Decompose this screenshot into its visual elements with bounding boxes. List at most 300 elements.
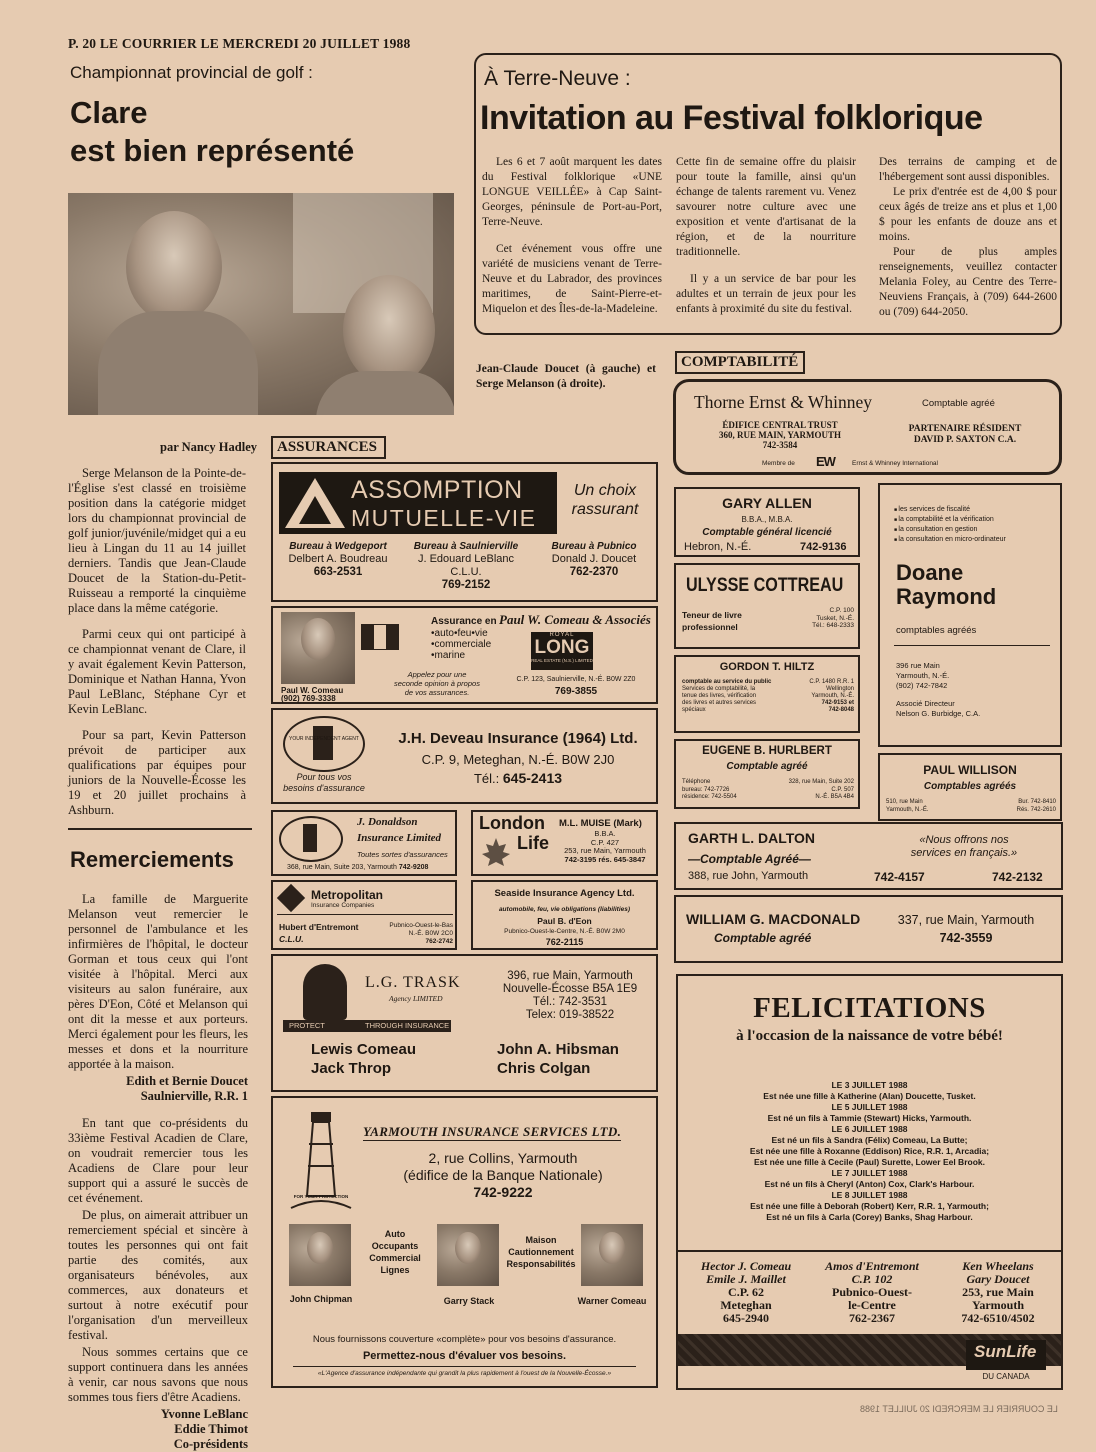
cottreau-address-line: Tél.: 648-2333 (812, 622, 854, 629)
sunlife-agent-line: C.P. 102 (851, 1272, 893, 1286)
cottreau-address-line: Tusket, N.-É. (816, 614, 854, 622)
comeau-photo (281, 612, 355, 684)
assomption-slogan-line1: Un choix (573, 482, 637, 499)
sunlife-agent-line: 645-2940 (723, 1311, 769, 1325)
seaside-phone: 762-2115 (545, 937, 584, 947)
assomption-slogan-line2: rassurant (571, 501, 639, 518)
comeau-face (301, 618, 335, 660)
comeau-firm-name: Paul W. Comeau & Associés (499, 612, 651, 627)
macdonald-name: WILLIAM G. MACDONALD (686, 911, 861, 927)
comeau-insurance-title: Assurance en (431, 616, 497, 627)
assurances-section-header: ASSURANCES (271, 436, 386, 459)
divider (678, 1250, 1061, 1252)
hurlbert-name: EUGENE B. HURLBERT (702, 745, 832, 757)
birth-announcement: Est né un fils à Carla (Corey) Banks, Shag Harbour. (766, 1212, 973, 1222)
assomption-name-line2: MUTUELLE-VIE (351, 505, 537, 531)
dalton-phone: 742-2132 (992, 870, 1043, 884)
doane-name-line1: Doane (896, 560, 964, 585)
trask-agents-right (497, 1040, 619, 1078)
ad-ulysse-cottreau (674, 563, 860, 649)
doane-address (896, 661, 980, 719)
donaldson-sub: Toutes sortes d'assurances (357, 850, 448, 859)
sunlife-agent-line: 253, rue Main (962, 1285, 1034, 1299)
sunlife-agent-line: C.P. 62 (728, 1285, 764, 1299)
willison-phone: Bur. 742-8410 (1018, 799, 1056, 805)
dalton-title: —Comptable Agréé— (688, 852, 811, 866)
dalton-address: 388, rue John, Yarmouth (688, 870, 809, 882)
birth-announcement: Est né un fils à Cheryl (Anton) Cox, Clark's Harbour. (764, 1179, 975, 1189)
hiltz-service-line: Services de comptabilité, la (682, 686, 756, 692)
doane-sub: comptables agréés (896, 625, 977, 636)
cottreau-name: ULYSSE COTTREAU (686, 575, 844, 596)
muise-address: 253, rue Main, Yarmouth (564, 846, 646, 855)
hiltz-services (682, 679, 792, 714)
office-phone: 762-2370 (569, 566, 619, 578)
office-agent: Donald J. Doucet (551, 553, 637, 565)
hiltz-phone: 742-9153 et (821, 700, 854, 706)
metropolitan-address-line: Pubnico-Ouest-le-Bas (389, 922, 453, 929)
assomption-name-line1: ASSOMPTION (351, 476, 523, 504)
office-title: Bureau à Pubnico (551, 541, 637, 552)
sunlife-logo-text: SunLife (974, 1342, 1037, 1361)
ad-donaldson (271, 810, 457, 876)
ad-jh-deveau (271, 708, 658, 804)
sunlife-agent-line: Amos d'Entremont (825, 1259, 919, 1273)
sunlife-agent-line: 742-6510/4502 (961, 1311, 1035, 1325)
maple-leaf-icon (481, 836, 511, 870)
festival-paragraph: Pour de plus amples renseignements, veuillez contacter Melania Foley, au Centre des Terre-Neuviens Français, à (709) 644-2600 ou (709) 644-2050. (879, 246, 1057, 318)
deveau-phone-line (383, 770, 653, 786)
comeau-caption-phone: (902) 769-3338 (281, 694, 336, 703)
sunlife-agent-line: Meteghan (720, 1298, 772, 1312)
sunlife-agents-col2 (812, 1260, 932, 1325)
coverage-item: Auto (384, 1229, 406, 1239)
metropolitan-clu: C.L.U. (279, 934, 304, 944)
hurlbert-phone: bureau: 742-7726 (682, 786, 730, 793)
ad-william-macdonald (674, 895, 1063, 963)
insurance-line: •marine (431, 650, 466, 661)
bullet-icon: ■ (894, 517, 899, 523)
ernst-whinney-logo: EW (816, 454, 835, 469)
metropolitan-name: Metropolitan (311, 888, 383, 902)
royal-lepage-logo (531, 632, 593, 670)
cottreau-title-line: professionnel (682, 622, 738, 632)
page-masthead: P. 20 LE COURRIER LE MERCREDI 20 JUILLET 1988 (68, 36, 411, 51)
yarmouth-insurance-name: YARMOUTH INSURANCE SERVICES LTD. (363, 1124, 622, 1139)
remerciements-paragraph: Nous sommes certains que ce support continuera dans les années à venir, car nous savons que nous sommes tous fiers d'être Acadiens. (68, 1345, 248, 1404)
doane-service-item (894, 505, 1060, 515)
signature-line: Saulnierville, R.R. 1 (140, 1089, 248, 1103)
office-credential: C.L.U. (450, 566, 482, 578)
muise-name: M.L. MUISE (Mark) (559, 818, 642, 829)
muise-phones: 742-3195 rés. 645-3847 (564, 854, 646, 864)
photo-person-right (343, 275, 435, 385)
thorne-partner (880, 424, 1050, 446)
sunlife-agents-col3 (938, 1260, 1058, 1325)
remerciements-title: Remerciements (70, 847, 234, 872)
festival-paragraph: Cette fin de semaine offre du plaisir pour toute la famille, ainsi qu'un échange de talents rarement vu. Venez savourer notre culture avec une exposition et vente d'artisanat de la région, et de la nourriture traditionnelle. (676, 156, 856, 258)
yarmouth-phone: 742-9222 (473, 1184, 533, 1200)
sunlife-agent-line: le-Centre (848, 1298, 896, 1312)
warner-comeau-photo (581, 1224, 643, 1286)
lighthouse-text: FOR YOUR PROTECTION (293, 1194, 349, 1199)
hurlbert-address-line: 328, rue Main, Suite 202 (788, 779, 854, 785)
deveau-address: C.P. 9, Meteghan, N.-É. B0W 2J0 (421, 752, 615, 767)
cottreau-title-line: Teneur de livre (682, 610, 742, 620)
golf-byline: par Nancy Hadley (160, 440, 257, 454)
remerciements-paragraph: En tant que co-présidents du 33ième Festival Acadien de Clare, on voudrait remercier tous les Acadiens de Clare pour leur support qui a assuré le succès de cet événement. (68, 1116, 248, 1205)
trask-address-block (481, 970, 659, 1022)
trask-name: L.G. TRASK (365, 974, 461, 991)
metropolitan-address (379, 922, 453, 946)
ad-lg-trask (271, 954, 658, 1092)
thorne-name: Thorne Ernst & Whinney (694, 392, 873, 412)
portrait-face (307, 1232, 333, 1264)
trask-agent: Lewis Comeau (311, 1041, 417, 1058)
thorne-address-line: 360, RUE MAIN, YARMOUTH (718, 430, 842, 440)
ad-felicitations-sunlife (676, 974, 1063, 1390)
divider (894, 645, 1050, 646)
dalton-name: GARTH L. DALTON (688, 830, 816, 846)
dalton-phone: 742-4157 (874, 870, 925, 884)
comptabilite-section-header: COMPTABILITÉ (675, 351, 805, 374)
agent-name: Warner Comeau (577, 1296, 647, 1306)
hiltz-service-line: spéciaux (682, 707, 706, 713)
portrait-face (455, 1232, 481, 1264)
assomption-offices (277, 540, 655, 598)
seaside-sub: automobile, feu, vie obligations (liabilities) (498, 906, 631, 913)
birth-date-heading: LE 5 JUILLET 1988 (831, 1102, 908, 1112)
birth-announcement: Est née une fille à Roxanne (Eddison) Rice, R.R. 1, Arcadia; (749, 1146, 990, 1156)
hiltz-service-line: des livres et autres services (682, 700, 757, 706)
hurlbert-phone: résidence: 742-5504 (682, 794, 737, 800)
macdonald-title: Comptable agréé (714, 931, 812, 945)
muise-details (559, 830, 651, 864)
birth-date-heading: LE 7 JUILLET 1988 (831, 1168, 908, 1178)
sunlife-agent-line: Hector J. Comeau (700, 1259, 792, 1273)
thorne-intl: Ernst & Whinney International (852, 460, 938, 467)
golf-headline-line2: est bien représenté (70, 133, 355, 168)
trask-tel: Tél.: 742-3531 (532, 996, 608, 1008)
assomption-office (533, 540, 655, 598)
doane-address-line: Nelson G. Burbidge, C.A. (896, 709, 981, 718)
ad-doane-raymond (878, 483, 1062, 747)
golf-body (68, 466, 246, 829)
seaside-name: Seaside Insurance Agency Ltd. (494, 888, 635, 899)
ad-gary-allen (674, 487, 860, 557)
section-divider (68, 828, 252, 830)
birth-announcement: Est née une fille à Cecile (Paul) Surette, Lower Eel Brook. (754, 1157, 985, 1167)
willison-title: Comptables agréés (923, 781, 1017, 792)
hiltz-address-line: Wellington (826, 686, 854, 692)
dalton-note (874, 834, 1054, 860)
deveau-note (279, 772, 369, 794)
trask-address-line: Nouvelle-Écosse B5A 1E9 (502, 983, 638, 995)
trask-agent: Chris Colgan (497, 1060, 591, 1077)
metropolitan-phone: 762-2742 (425, 938, 453, 945)
remerciements-paragraph: De plus, on aimerait attribuer un remerciement spécial et sincère à toutes les personnes qui ont fait partie des comités, aux organisateurs bénévoles, aux commerces, aux donateurs et surtout à notre exécutif pour l'organisation d'un merveilleux festival. (68, 1208, 248, 1342)
festival-column-1 (482, 155, 662, 328)
birth-announcement: Est née une fille à Katherine (Alan) Doucette, Tusket. (763, 1091, 976, 1101)
golf-photo (68, 193, 454, 415)
thorne-address-line: 742-3584 (762, 440, 798, 450)
office-agent: Delbert A. Boudreau (288, 553, 388, 565)
assomption-office (277, 540, 399, 598)
royal-text: ROYAL (549, 632, 575, 638)
golf-paragraph: Parmi ceux qui ont participé à ce championnat venant de Clare, il y avait également Kevin Patterson, Dominique et Nathan Hanna, Yvon Paul LeBlanc, Stéphane Cyr et Kevin LeBlanc. (68, 627, 246, 716)
john-chipman-photo (289, 1224, 351, 1286)
trask-lion-logo-icon (303, 964, 347, 1020)
willison-name: PAUL WILLISON (923, 763, 1017, 777)
sunlife-agent-line: Gary Doucet (966, 1272, 1030, 1286)
muise-degree: B.B.A. (594, 829, 616, 838)
hurlbert-title: Comptable agréé (726, 761, 808, 772)
festival-paragraph: Il y a un service de bar pour les adultes et un terrain de jeux pour les enfants à proximité du site du festival. (676, 273, 856, 315)
yarmouth-footer: «L'Agence d'assurance indépendante qui grandit la plus rapidement à l'ouest de la Nouvelle-Écosse.» (317, 1370, 612, 1377)
divider (277, 914, 453, 915)
allen-phone: 742-9136 (800, 541, 847, 553)
comeau-insurance-lines (431, 628, 491, 661)
birth-announcement: Est né un fils à Tammie (Stewart) Hicks, Yarmouth. (767, 1113, 972, 1123)
garry-stack-photo (437, 1224, 499, 1286)
office-phone: 663-2531 (313, 566, 363, 578)
comeau-note-line: de vos assurances. (404, 688, 470, 697)
photo-shirt-right (316, 371, 454, 415)
allen-degree: B.B.A., M.B.A. (741, 515, 793, 524)
doane-address-line: 396 rue Main (896, 661, 940, 670)
trask-protect: PROTECT (289, 1021, 325, 1030)
assomption-triangle-icon (283, 476, 347, 530)
felicitations-title: FELICITATIONS (753, 992, 986, 1024)
comeau-note-line: seconde opinion à propos (394, 679, 480, 688)
sunlife-subtitle: DU CANADA (982, 1372, 1030, 1381)
trask-banner (283, 1020, 451, 1032)
independent-agent-logo (279, 816, 343, 862)
deveau-note-line: Pour tous vos (296, 772, 352, 782)
seaside-agent: Paul B. d'Eon (537, 916, 592, 926)
hiltz-address-line: Yarmouth, N.-É. (811, 693, 854, 699)
sunlife-agent-line: Pubnico-Ouest- (831, 1285, 912, 1299)
macdonald-address: 337, rue Main, Yarmouth (897, 913, 1035, 927)
yarmouth-coverage-statement: Nous fournissons couverture «complète» pour vos besoins d'assurance. (312, 1334, 617, 1345)
hurlbert-address-line: C.P. 507 (831, 786, 854, 793)
donaldson-phone: 742-9208 (398, 864, 429, 871)
doane-service-text: la consultation en gestion (898, 526, 978, 533)
ad-gordon-hiltz (674, 655, 860, 733)
doane-service-item (894, 535, 1060, 545)
donaldson-address: 368, rue Main, Suite 203, Yarmouth (287, 864, 397, 871)
insurance-line: •auto•feu•vie (431, 628, 488, 639)
doane-address-line: Associé Directeur (896, 699, 955, 708)
comeau-phone: 769-3855 (554, 686, 598, 697)
ad-eugene-hurlbert (674, 739, 860, 809)
real-estate-text: REAL ESTATE (N.S.) LIMITED (531, 658, 593, 663)
festival-paragraph: Le prix d'entrée est de 4,00 $ pour ceux âgés de treize ans et plus et 1,00 $ pour les enfants de douze ans et moins. (879, 186, 1057, 243)
photo-shirt-left (98, 311, 258, 415)
bullet-icon: ■ (894, 527, 899, 533)
agent-name: John Chipman (289, 1294, 353, 1304)
coverage-item: Responsabilités (506, 1259, 576, 1269)
ad-metropolitan (271, 880, 457, 950)
deveau-name: J.H. Deveau Insurance (1964) Ltd. (398, 730, 638, 747)
festival-headline: Invitation au Festival folklorique (480, 99, 983, 137)
willison-phones (984, 799, 1056, 814)
office-phone: 769-2152 (441, 579, 491, 591)
yarmouth-coverage-col1 (363, 1228, 427, 1276)
felicitations-subtitle: à l'occasion de la naissance de votre bébé! (736, 1028, 1003, 1044)
coverage-item: Lignes (380, 1265, 410, 1275)
coverage-item: Cautionnement (508, 1247, 574, 1257)
doane-service-item (894, 515, 1060, 525)
office-agent: J. Edouard LeBlanc (417, 553, 514, 565)
cottreau-address (786, 607, 854, 630)
festival-article-box (474, 53, 1062, 335)
metropolitan-address-line: N.-É. B0W 2C0 (408, 930, 453, 937)
insurance-line: •commerciale (431, 639, 492, 650)
hiltz-address-line: C.P. 1480 R.R. 1 (809, 679, 854, 685)
sunlife-agent-line: Yarmouth (971, 1298, 1024, 1312)
divider (293, 1366, 636, 1367)
festival-paragraph: Cet événement vous offre une variété de musiciens venant de Terre-Neuve et du Labrador, des provinces maritimes, de Saint-Pierre-et-Miquelon et des Îles-de-la-Madeleine. (482, 243, 662, 315)
independent-agent-logo (283, 716, 365, 772)
willison-address (886, 799, 929, 814)
yarmouth-coverage-col2 (503, 1234, 579, 1270)
birth-date-heading: LE 3 JUILLET 1988 (831, 1080, 908, 1090)
trask-agency: Agency LIMITED (389, 994, 443, 1003)
mirrored-bleedthrough-text: LE COURRIER LE MERCREDI 20 JUILLET 1988 (860, 1404, 1058, 1414)
acadian-flag-icon (361, 624, 399, 650)
metropolitan-sub: Insurance Companies (311, 902, 375, 909)
office-title: Bureau à Saulnierville (413, 541, 519, 552)
metropolitan-logo-icon (277, 884, 305, 912)
thorne-address (690, 420, 870, 450)
thorne-member: Membre de (762, 460, 795, 467)
hurlbert-phones (682, 779, 737, 802)
doane-name-line2: Raymond (896, 584, 997, 609)
comeau-caption-name: Paul W. Comeau (281, 686, 344, 695)
hurlbert-address-line: N.-É. B5A 4B4 (815, 794, 854, 800)
comeau-note-line: Appelez pour une (407, 670, 467, 679)
coverage-item: Occupants (371, 1241, 419, 1251)
hiltz-service-line: comptable au service du public (682, 679, 772, 685)
cottreau-address-line: C.P. 100 (829, 607, 854, 614)
allen-title: Comptable général licencié (702, 527, 832, 538)
london-life-line1: London (479, 813, 545, 833)
birth-date-heading: LE 6 JUILLET 1988 (831, 1124, 908, 1134)
trask-agent: John A. Hibsman (497, 1041, 619, 1058)
thorne-address-line: ÉDIFICE CENTRAL TRUST (722, 420, 838, 430)
ad-yarmouth-insurance (271, 1096, 658, 1388)
trask-agents-left (311, 1040, 416, 1078)
sunlife-agent-line: Ken Wheelans (962, 1259, 1034, 1273)
agent-name: Garry Stack (443, 1296, 495, 1306)
donaldson-name2: Insurance Limited (357, 832, 442, 844)
coverage-item: Commercial (369, 1253, 421, 1263)
signature-line: Yvonne LeBlanc (160, 1407, 248, 1421)
deveau-phone: 645-2413 (502, 770, 563, 786)
sunlife-agents-col1 (686, 1260, 806, 1325)
golf-headline-line1: Clare (70, 95, 148, 130)
office-title: Bureau à Wedgeport (289, 541, 387, 552)
trask-through: THROUGH INSURANCE (365, 1021, 450, 1030)
dalton-note-line: services en français.» (910, 847, 1018, 859)
doane-services (894, 505, 1060, 545)
yarmouth-address-line: (édifice de la Banque Nationale) (403, 1167, 603, 1183)
doane-service-item (894, 525, 1060, 535)
trask-telex: Telex: 019-38522 (525, 1009, 615, 1021)
hurlbert-address (772, 779, 854, 802)
sunlife-agent-line: 762-2367 (849, 1311, 895, 1325)
doane-address-line: Yarmouth, N.-É. (896, 671, 950, 680)
hiltz-address (788, 679, 854, 714)
golf-paragraph: Pour sa part, Kevin Patterson prévoit de participer aux qualifications par équipes pour juniors de la Nouvelle-Écosse les 19 et 20 juillet prochains à Ashburn. (68, 728, 246, 817)
yarmouth-address-line: 2, rue Collins, Yarmouth (428, 1150, 578, 1166)
assomption-logo (279, 472, 557, 534)
doane-service-text: la comptabilité et la vérification (898, 516, 994, 523)
agent-logo-text: YOUR INDEPENDENT AGENT (289, 736, 359, 742)
donaldson-name1: J. Donaldson (357, 816, 418, 828)
festival-column-3 (879, 155, 1057, 331)
willison-phone: Rés. 742-2610 (1016, 806, 1056, 813)
ad-garth-dalton (674, 822, 1063, 890)
photo-person-left (126, 211, 222, 323)
bullet-icon: ■ (894, 507, 899, 513)
agent-logo-mark-icon (303, 824, 317, 852)
portrait-face (599, 1232, 625, 1264)
birth-date-heading: LE 8 JUILLET 1988 (831, 1190, 908, 1200)
dalton-note-line: «Nous offrons nos (919, 834, 1009, 846)
festival-paragraph: Des terrains de camping et de l'hébergement sont aussi disponibles. (879, 156, 1057, 183)
remerciements-body (68, 892, 248, 1452)
festival-column-2 (676, 155, 856, 328)
hurlbert-phone-label: Téléphone (682, 779, 711, 785)
long-text: LONG (534, 637, 590, 658)
yarmouth-address (373, 1150, 633, 1201)
signature-line: Edith et Bernie Doucet (126, 1074, 248, 1088)
ad-assomption (271, 462, 658, 602)
golf-kicker: Championnat provincial de golf : (70, 63, 313, 82)
hiltz-service-line: tenue des livres, vérification (682, 693, 757, 699)
ad-thorne-ernst (673, 379, 1062, 475)
metropolitan-agent: Hubert d'Entremont (279, 922, 359, 932)
trask-address-line: 396, rue Main, Yarmouth (507, 970, 633, 982)
comeau-address: C.P. 123, Saulnierville, N.-É. B0W 2Z0 (516, 676, 636, 683)
sunlife-agent-line: Emile J. Maillet (706, 1272, 786, 1286)
ad-paul-willison (878, 753, 1062, 821)
golf-photo-caption: Jean-Claude Doucet (à gauche) et Serge Melanson (à droite). (476, 363, 656, 390)
festival-kicker: À Terre-Neuve : (484, 67, 631, 90)
comeau-note (391, 670, 483, 697)
deveau-phone-label: Tél.: (473, 771, 500, 786)
ad-paul-comeau (271, 606, 658, 704)
assomption-office (405, 540, 527, 598)
allen-place: Hebron, N.-É. (684, 541, 752, 553)
bullet-icon: ■ (894, 537, 899, 543)
thorne-partner-line: PARTENAIRE RÉSIDENT (908, 424, 1022, 434)
deveau-note-line: besoins d'assurance (283, 783, 365, 793)
trask-agent: Jack Throp (311, 1060, 392, 1077)
birth-announcement: Est née une fille à Deborah (Robert) Kerr, R.R. 1, Yarmouth; (750, 1201, 989, 1211)
willison-address-line: Yarmouth, N.-É. (886, 806, 929, 813)
sunlife-logo (966, 1340, 1046, 1370)
willison-address-line: 510, rue Main (886, 799, 923, 805)
doane-service-text: les services de fiscalité (898, 506, 971, 513)
thorne-partner-line: DAVID P. SAXTON C.A. (913, 435, 1017, 445)
signature-line: Co-présidents (173, 1437, 248, 1451)
ad-muise (471, 810, 658, 876)
festival-paragraph: Les 6 et 7 août marquent les dates du Festival folklorique «UNE LONGUE VEILLÉE» à Cap Saint-Georges, péninsule de Port-au-Port, Terre-Neuve. (482, 156, 662, 228)
hiltz-phone: 742-8048 (828, 707, 854, 713)
